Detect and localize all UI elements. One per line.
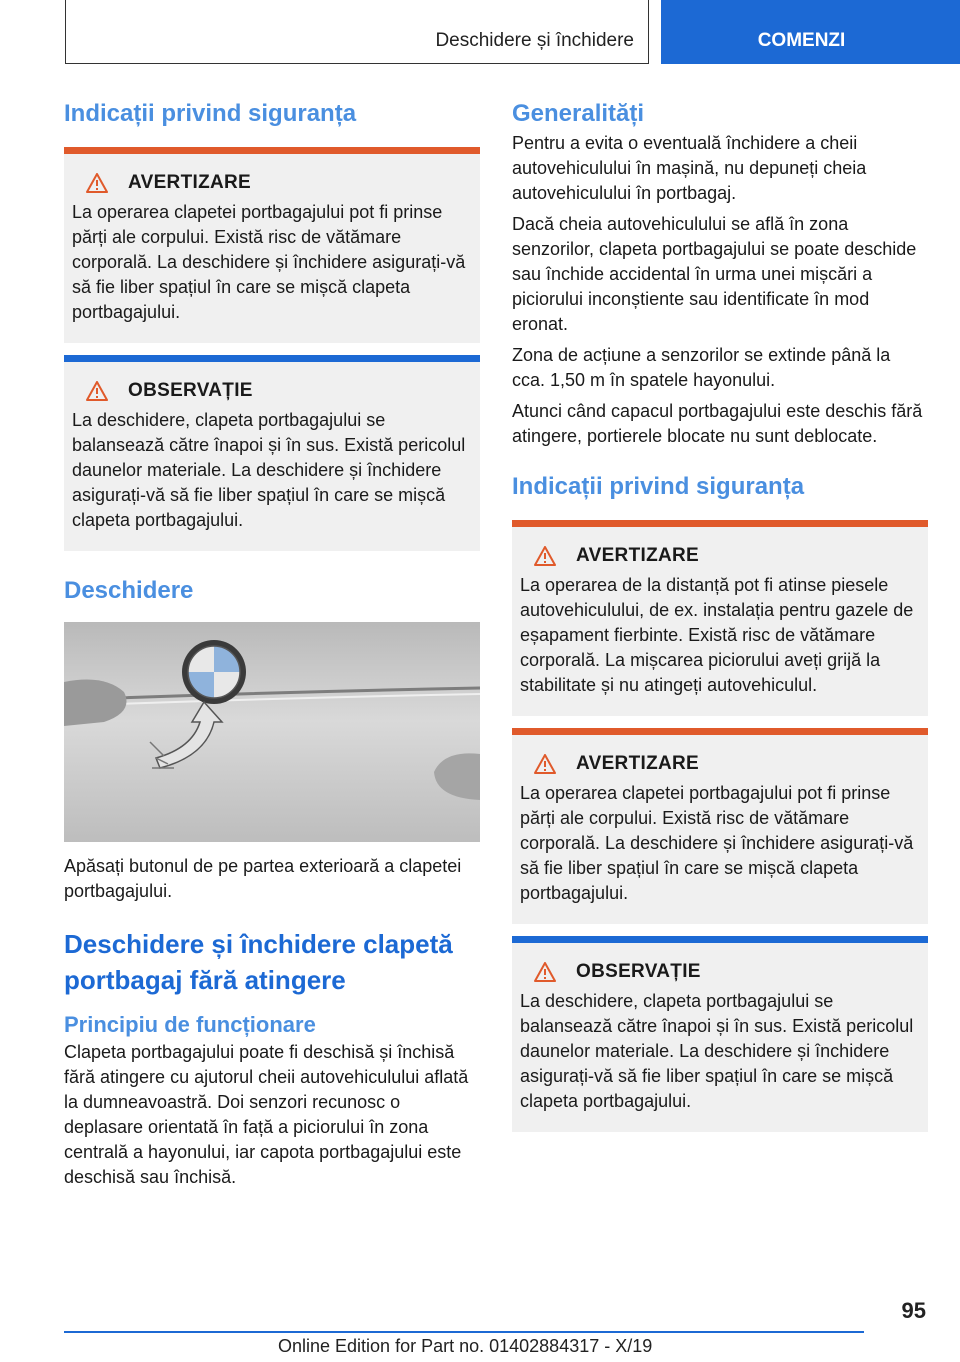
- footer-edition: [278, 1336, 652, 1357]
- notice-triangle-icon: [86, 381, 108, 401]
- trunk-illustration: [64, 622, 480, 842]
- warning-box-2: [512, 520, 928, 716]
- section-title: Deschidere și închidere: [435, 30, 634, 51]
- general-p3: Zona de acțiune a senzorilor se extinde până la cca. 1,50 m în spatele hayonului.: [512, 344, 891, 390]
- warning-triangle-icon: [86, 173, 108, 193]
- footer-rule: [64, 1331, 864, 1333]
- heading-open: Deschidere: [64, 576, 194, 604]
- warning-box-3: [512, 728, 928, 924]
- left-column: [64, 100, 480, 1190]
- chapter-tab[interactable]: COMENZI: [661, 0, 960, 64]
- header-box: [65, 0, 649, 64]
- open-instruction: Apăsați butonul de pe partea exterioară a clapetei portbagajului.: [64, 855, 462, 901]
- general-p1: Pentru a evita o eventuală închidere a cheii autovehiculului în mașină, nu depuneți cheia autovehiculului în portbagaj.: [512, 132, 867, 203]
- warning-text: La operarea clapetei portbagajului pot fi prinse părți ale corpului. Există risc de vătămare corporală. La deschidere și închidere asigurați-vă să fie liber spațiul în care se mișcă clapeta portbagajului.: [520, 782, 914, 903]
- page-number: 95: [901, 1298, 926, 1323]
- general-p2: Dacă cheia autovehiculului se află în zona senzorilor, clapeta portbagajului se poate deschide sau închide accidental în urma unei mișcări a piciorului inconștiente sau identificate în mod eronat.: [512, 213, 917, 334]
- notice-text: La deschidere, clapeta portbagajului se balansează către înapoi și în sus. Există pericolul daunelor materiale. La deschidere și închidere asigurați-vă să fie liber spațiul în care se mișcă clapeta portbagajului.: [72, 409, 466, 530]
- heading-touchless: Deschidere și închidere clapetă portbagaj fără atingere: [64, 928, 453, 995]
- trunk-button-photo: [64, 622, 480, 842]
- warning-title: AVERTIZARE: [576, 752, 699, 774]
- warning-title: AVERTIZARE: [128, 171, 251, 193]
- edition-text: Online Edition for Part no. 01402884317 - X/19: [278, 1336, 653, 1356]
- heading-safety: Indicații privind siguranța: [64, 100, 357, 127]
- principle-text: Clapeta portbagajului poate fi deschisă și închisă fără atingere cu ajutorul cheii autovehiculului aflată la dumneavoastră. Doi senzori recunosc o deplasare orientată în față a piciorului în zona centrală a hayonului, iar capota portbagajului este deschisă sau închisă.: [64, 1041, 469, 1187]
- notice-text: La deschidere, clapeta portbagajului se balansează către înapoi și în sus. Există pericolul daunelor materiale. La deschidere și închidere asigurați-vă să fie liber spațiul în care se mișcă clapeta portbagajului.: [520, 990, 914, 1111]
- warning-title: AVERTIZARE: [576, 544, 699, 566]
- notice-box: [64, 355, 480, 551]
- notice-title: OBSERVAȚIE: [576, 960, 701, 982]
- warning-box: [64, 147, 480, 343]
- warning-triangle-icon: [534, 754, 556, 774]
- heading-general: Generalități: [512, 100, 645, 127]
- right-column: [512, 100, 928, 1132]
- heading-principle: Principiu de funcționare: [64, 1011, 316, 1037]
- warning-text: La operarea clapetei portbagajului pot fi prinse părți ale corpului. Există risc de vătămare corporală. La deschidere și închidere asigurați-vă să fie liber spațiul în care se mișcă clapeta portbagajului.: [72, 201, 466, 322]
- notice-title: OBSERVAȚIE: [128, 379, 253, 401]
- warning-text: La operarea de la distanță pot fi atinse piesele autovehiculului, de ex. instalația pentru gazele de eșapament fierbinte. Există risc de vătămare corporală. La mișcarea piciorului aveți grijă la stabilitate și nu atingeți autovehiculul.: [520, 574, 914, 695]
- heading-safety-right: Indicații privind siguranța: [512, 472, 805, 500]
- notice-box-2: [512, 936, 928, 1132]
- notice-triangle-icon: [534, 962, 556, 982]
- warning-triangle-icon: [534, 546, 556, 566]
- general-p4: Atunci când capacul portbagajului este deschis fără atingere, portierele blocate nu sunt deblocate.: [512, 400, 923, 446]
